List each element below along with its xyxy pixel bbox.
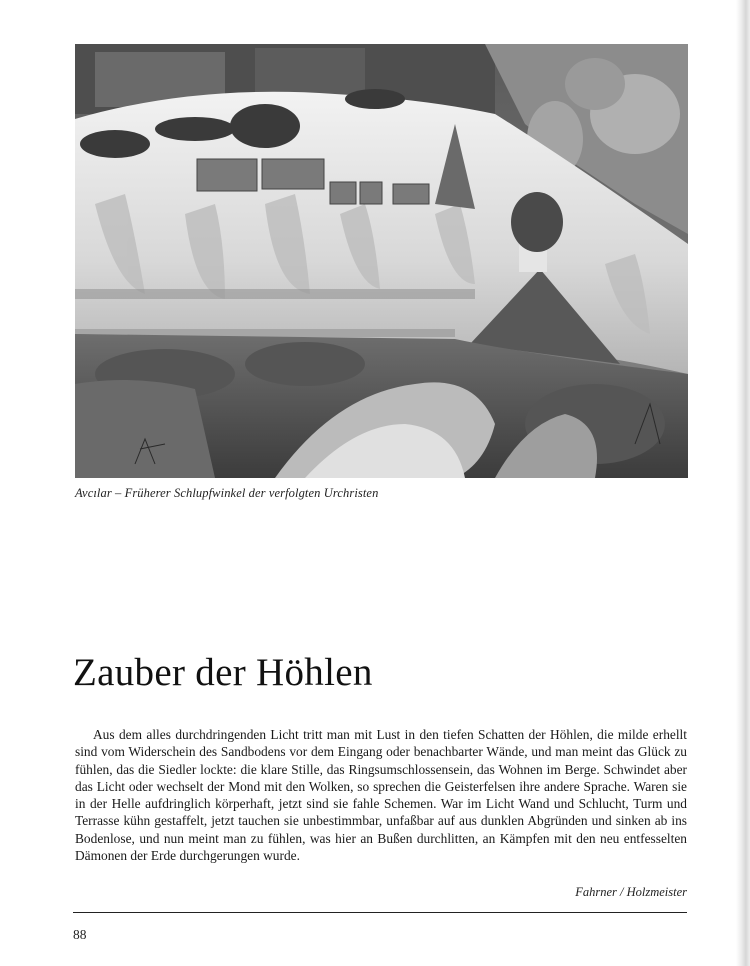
page-number: 88 bbox=[73, 927, 87, 942]
body-paragraph: Aus dem alles durchdringenden Licht tritt man mit Lust in den tiefen Schatten der Höhlen, die milde erhellt sind vom Widerschein des Sandbodens vor dem Eingang oder benachbarter Wände, und man meint das Glück zu fühlen, das die Siedler lockte: die klare Stille, das Ringsumschlossensein, das Wohnen im Berge. Schwindet aber das Licht oder wechselt der Mond mit den Wolken, so sprechen die Geisterfelsen ihre andere Sprache. Waren sie in der Helle aufdringlich körperhaft, jetzt sind sie fahle Schemen. War im Licht Wand und Schlucht, Turm und Terrasse kühn gestaffelt, jetzt tauchen sie unbestimmbar, unfaßbar auf aus dunklen Abgründen und sinken ab ins Bodenlose, und nun meint man zu fühlen, was hier an Bußen durchlitten, an Kämpfen mit den neu entfesselten Dämonen der Erde durchgerungen wurde. bbox=[75, 727, 687, 864]
photo-caption: Avcılar – Früherer Schlupfwinkel der verfolgten Urchristen bbox=[75, 486, 379, 500]
footer-rule bbox=[73, 912, 687, 913]
page-edge bbox=[736, 0, 750, 966]
author-attribution: Fahrner / Holzmeister bbox=[575, 885, 687, 899]
page-title: Zauber der Höhlen bbox=[73, 651, 373, 694]
rock-formation-photo bbox=[75, 44, 688, 478]
